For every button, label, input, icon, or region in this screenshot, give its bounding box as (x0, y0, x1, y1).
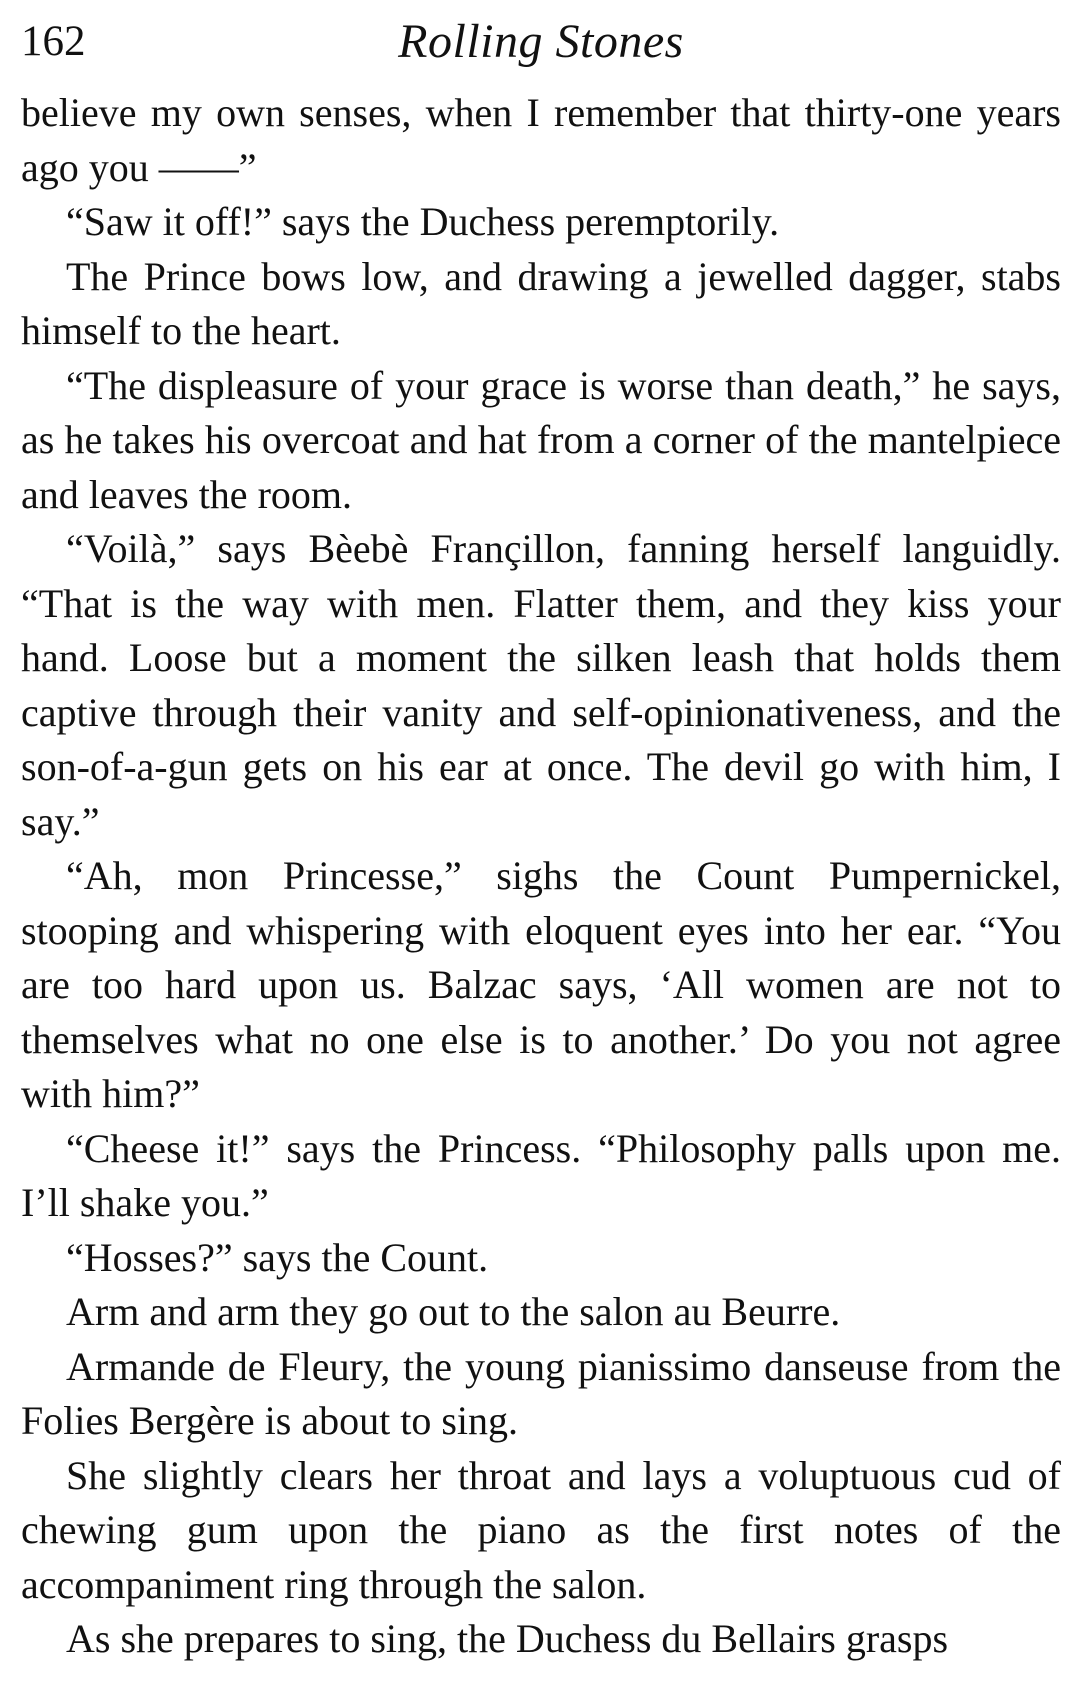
paragraph: The Prince bows low, and drawing a jewelled dagger, stabs himself to the heart. (21, 253, 1061, 353)
paragraph-continued: believe my own senses, when I remember that thirty-one years ago you ——” (21, 90, 1061, 190)
paragraph: Arm and arm they go out to the salon au Beurre. (66, 1289, 841, 1334)
paragraph: “Hosses?” says the Count. (66, 1234, 489, 1280)
paragraph: “Saw it off!” says the Duchess peremptorily. (66, 199, 780, 244)
book-page (21, 14, 1061, 1667)
body-text (21, 86, 1061, 1667)
book-title: Rolling Stones (398, 15, 684, 68)
page-number: 162 (21, 18, 86, 65)
paragraph: Armande de Fleury, the young pianissimo danseuse from the Folies Bergère is about to sing. (21, 1343, 1061, 1443)
paragraph: “Cheese it!” says the Princess. “Philosophy palls upon me. I’ll shake you.” (21, 1125, 1061, 1225)
paragraph: She slightly clears her throat and lays a voluptuous cud of chewing gum upon the piano as the first notes of the accompaniment ring through the salon. (21, 1452, 1061, 1607)
paragraph: As she prepares to sing, the Duchess du Bellairs grasps (66, 1616, 949, 1661)
paragraph: “Voilà,” says Bèebè Françillon, fanning herself languidly. “That is the way with men. Flatter them, and they kiss your hand. Loose but a moment the silken leash that holds them captive through their vanity and self-opinionativeness, and the son-of-a-gun gets on his ear at once. The devil go with him, I say.” (21, 526, 1061, 844)
paragraph: “Ah, mon Princesse,” sighs the Count Pumpernickel, stooping and whispering with eloquent eyes into her ear. “You are too hard upon us. Balzac says, ‘All women are not to themselves what no one else is to another.’ Do you not agree with him?” (21, 853, 1061, 1116)
running-head (21, 14, 1061, 86)
paragraph: “The displeasure of your grace is worse than death,” he says, as he takes his overcoat and hat from a corner of the mantelpiece and leaves the room. (21, 362, 1061, 517)
